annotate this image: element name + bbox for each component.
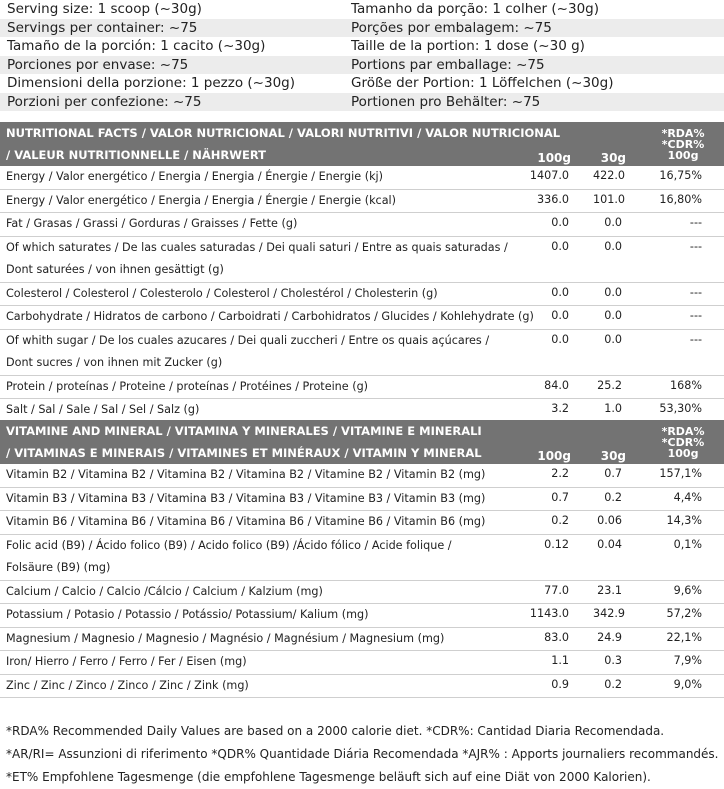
row-label — [0, 306, 534, 330]
nutrition-title-line2: / VALEUR NUTRITIONNELLE / NÄHRWERT — [0, 143, 514, 166]
value-30g: 0.0 — [587, 213, 642, 237]
table-row — [0, 534, 724, 580]
value-rda-percent: 57,2% — [642, 604, 724, 628]
table-row — [0, 236, 724, 282]
row-label-line: Energy / Valor energético / Energia / Energia / Énergie / Energie (kj) — [6, 170, 384, 183]
table-row — [0, 627, 724, 651]
table-row — [0, 604, 724, 628]
row-label — [0, 604, 514, 628]
footnotes — [6, 720, 722, 789]
value-30g: 0.0 — [587, 306, 642, 330]
value-rda-percent: --- — [642, 236, 724, 282]
row-label — [0, 511, 514, 535]
value-100g: 0.0 — [514, 306, 587, 330]
serving-row — [0, 56, 724, 75]
rda-unit: 100g — [667, 148, 699, 162]
serving-text: Taille de la portion: 1 dose (~30 g) — [351, 38, 585, 54]
row-label — [0, 213, 514, 237]
vitamin-title-line1: VITAMINE AND MINERAL / VITAMINA Y MINERALES / VITAMINE E MINERALI — [0, 420, 642, 441]
serving-text: Servings per container: ~75 — [7, 19, 198, 36]
vitamin-title-line2: / VITAMINAS E MINERAIS / VITAMINES ET MINÉRAUX / VITAMIN Y MINERAL — [0, 441, 514, 464]
row-label-line: Iron/ Hierro / Ferro / Ferro / Fer / Eisen (mg) — [6, 655, 247, 668]
value-30g: 0.0 — [587, 282, 642, 306]
row-label — [0, 534, 514, 580]
table-row — [0, 399, 724, 423]
cdr-label: *CDR% — [661, 435, 705, 449]
value-100g: 336.0 — [514, 189, 587, 213]
serving-text: Porzioni per confezione: ~75 — [7, 93, 202, 110]
value-rda-percent: 168% — [642, 375, 724, 399]
value-rda-percent: 4,4% — [642, 487, 724, 511]
row-label-line: Vitamin B6 / Vitamina B6 / Vitamina B6 / Vitamina B6 / Vitamine B6 / Vitamin B6 (mg) — [6, 515, 486, 528]
vitamin-header-row — [0, 420, 724, 441]
value-100g: 0.0 — [514, 236, 587, 282]
row-label-line: Fat / Grasas / Grassi / Gorduras / Graisses / Fette (g) — [6, 217, 298, 230]
vitamin-body — [0, 464, 724, 698]
value-rda-percent: 157,1% — [642, 464, 724, 487]
value-rda-percent: --- — [642, 213, 724, 237]
row-label — [0, 580, 514, 604]
row-label-line: Protein / proteínas / Proteine / proteínas / Protéines / Proteine (g) — [6, 379, 369, 393]
cdr-label: *CDR% — [661, 137, 705, 151]
value-rda-percent: 0,1% — [642, 534, 724, 580]
serving-row — [0, 37, 724, 56]
value-rda-percent: --- — [642, 329, 724, 375]
value-30g: 0.06 — [587, 511, 642, 535]
value-100g: 0.0 — [514, 282, 587, 306]
value-rda-percent: 9,6% — [642, 580, 724, 604]
rda-unit: 100g — [667, 446, 699, 460]
value-100g: 1.1 — [514, 651, 587, 675]
value-30g: 422.0 — [587, 166, 642, 189]
value-30g: 25.2 — [587, 375, 642, 399]
row-label — [0, 375, 514, 399]
row-label — [0, 166, 514, 189]
value-30g: 0.2 — [587, 674, 642, 698]
row-label-line: Of which saturates / De las cuales saturadas / Dei quali saturi / Entre as quais saturadas / — [6, 240, 508, 254]
value-100g: 84.0 — [514, 375, 587, 399]
row-label-line: Zinc / Zinc / Zinco / Zinco / Zinc / Zink (mg) — [6, 678, 249, 692]
value-30g: 0.04 — [587, 534, 642, 580]
col-100g-header: 100g — [514, 143, 587, 166]
row-label-line: Dont sucres / von ihnen mit Zucker (g) — [6, 356, 223, 369]
footnote: *AR/RI= Assunzioni di riferimento *QDR% Quantidade Diária Recomendada *AJR% : Apports journaliers recommandés. — [6, 747, 719, 761]
value-100g: 0.2 — [514, 511, 587, 535]
table-row — [0, 511, 724, 535]
row-label-line: Calcium / Calcio / Calcio /Cálcio / Calcium / Kalzium (mg) — [6, 584, 323, 598]
row-label — [0, 464, 514, 487]
col-30g-header: 30g — [587, 441, 642, 464]
table-row — [0, 375, 724, 399]
row-label — [0, 282, 514, 306]
row-label-line: Carbohydrate / Hidratos de carbono / Carboidrati / Carbohidratos / Glucides / Kohlehydrate (g) — [6, 310, 534, 323]
serving-row — [0, 74, 724, 93]
serving-text: Serving size: 1 scoop (~30g) — [7, 1, 202, 17]
value-30g: 0.0 — [587, 236, 642, 282]
row-label-line: Dont saturées / von ihnen gesättigt (g) — [6, 263, 224, 276]
serving-text: Tamaño de la porción: 1 cacito (~30g) — [7, 38, 266, 54]
value-100g: 1143.0 — [514, 604, 587, 628]
row-label — [0, 236, 514, 282]
value-100g: 0.7 — [514, 487, 587, 511]
row-label-line: Energy / Valor energético / Energia / Energia / Énergie / Energie (kcal) — [6, 193, 397, 207]
value-100g: 77.0 — [514, 580, 587, 604]
row-label-line: Vitamin B2 / Vitamina B2 / Vitamina B2 / Vitamina B2 / Vitamine B2 / Vitamin B2 (mg) — [6, 468, 486, 481]
value-100g: 3.2 — [514, 399, 587, 423]
value-rda-percent: --- — [642, 306, 724, 330]
serving-text: Portionen pro Behälter: ~75 — [351, 93, 541, 110]
rda-header — [642, 420, 724, 464]
table-row — [0, 580, 724, 604]
row-label — [0, 399, 514, 423]
value-rda-percent: --- — [642, 282, 724, 306]
table-row — [0, 329, 724, 375]
serving-text: Portions par emballage: ~75 — [351, 56, 545, 73]
row-label-line: Vitamin B3 / Vitamina B3 / Vitamina B3 / Vitamina B3 / Vitamine B3 / Vitamin B3 (mg) — [6, 491, 486, 505]
row-label-line: Colesterol / Colesterol / Colesterolo / Colesterol / Cholestérol / Cholesterin (g) — [6, 286, 438, 300]
row-label-line: Magnesium / Magnesio / Magnesio / Magnésio / Magnésium / Magnesium (mg) — [6, 631, 445, 645]
row-label — [0, 329, 514, 375]
serving-row — [0, 0, 724, 19]
rda-header — [642, 122, 724, 166]
table-row — [0, 166, 724, 189]
rda-label: *RDA% — [661, 126, 705, 140]
row-label-line: Of whith sugar / De los cuales azucares / Dei quali zuccheri / Entre os quais açúcares / — [6, 333, 490, 347]
serving-text: Größe der Portion: 1 Löffelchen (~30g) — [351, 75, 614, 91]
table-row — [0, 674, 724, 698]
serving-text: Dimensioni della porzione: 1 pezzo (~30g) — [7, 75, 295, 91]
row-label-line: Folsäure (B9) (mg) — [6, 561, 111, 574]
row-label — [0, 674, 514, 698]
col-100g-header: 100g — [514, 441, 587, 464]
value-100g: 0.9 — [514, 674, 587, 698]
col-30g-header: 30g — [587, 143, 642, 166]
serving-info — [0, 0, 724, 111]
value-30g: 24.9 — [587, 627, 642, 651]
nutrition-header-row — [0, 122, 724, 143]
table-row — [0, 306, 724, 330]
nutrition-body — [0, 166, 724, 422]
table-row — [0, 487, 724, 511]
value-rda-percent: 53,30% — [642, 399, 724, 423]
table-row — [0, 189, 724, 213]
value-30g: 0.0 — [587, 329, 642, 375]
row-label-line: Salt / Sal / Sale / Sal / Sel / Salz (g) — [6, 403, 200, 416]
nutrition-table — [0, 122, 724, 423]
value-100g: 83.0 — [514, 627, 587, 651]
row-label — [0, 487, 514, 511]
footnote: *ET% Empfohlene Tagesmenge (die empfohlene Tagesmenge beläuft sich auf eine Diät von 2000 Kalorien). — [6, 770, 651, 784]
value-30g: 0.3 — [587, 651, 642, 675]
value-100g: 0.12 — [514, 534, 587, 580]
value-rda-percent: 14,3% — [642, 511, 724, 535]
row-label — [0, 627, 514, 651]
table-row — [0, 464, 724, 487]
value-30g: 1.0 — [587, 399, 642, 423]
value-rda-percent: 7,9% — [642, 651, 724, 675]
footnote: *RDA% Recommended Daily Values are based on a 2000 calorie diet. *CDR%: Cantidad Diaria Recomendada. — [6, 724, 665, 738]
nutrition-header-row — [0, 143, 724, 166]
serving-text: Tamanho da porção: 1 colher (~30g) — [351, 1, 599, 17]
row-label — [0, 189, 514, 213]
row-label-line: Potassium / Potasio / Potassio / Potássio/ Potassium/ Kalium (mg) — [6, 608, 369, 621]
value-100g: 1407.0 — [514, 166, 587, 189]
value-30g: 23.1 — [587, 580, 642, 604]
value-30g: 0.2 — [587, 487, 642, 511]
value-100g: 2.2 — [514, 464, 587, 487]
value-rda-percent: 16,75% — [642, 166, 724, 189]
serving-text: Porciones por envase: ~75 — [7, 56, 189, 73]
value-100g: 0.0 — [514, 213, 587, 237]
value-100g: 0.0 — [514, 329, 587, 375]
vitamin-header-row — [0, 441, 724, 464]
nutrition-title-line1: NUTRITIONAL FACTS / VALOR NUTRICIONAL / VALORI NUTRITIVI / VALOR NUTRICIONAL — [0, 122, 642, 143]
serving-text: Porções por embalagem: ~75 — [351, 19, 552, 36]
vitamin-table — [0, 420, 724, 698]
row-label-line: Folic acid (B9) / Ácido folico (B9) / Acido folico (B9) /Ácido fólico / Acide folique / — [6, 538, 452, 552]
value-30g: 101.0 — [587, 189, 642, 213]
value-rda-percent: 22,1% — [642, 627, 724, 651]
value-rda-percent: 16,80% — [642, 189, 724, 213]
value-30g: 342.9 — [587, 604, 642, 628]
table-row — [0, 282, 724, 306]
value-rda-percent: 9,0% — [642, 674, 724, 698]
rda-label: *RDA% — [661, 424, 705, 438]
serving-row — [0, 93, 724, 112]
value-30g: 0.7 — [587, 464, 642, 487]
table-row — [0, 651, 724, 675]
row-label — [0, 651, 514, 675]
serving-row — [0, 19, 724, 38]
table-row — [0, 213, 724, 237]
